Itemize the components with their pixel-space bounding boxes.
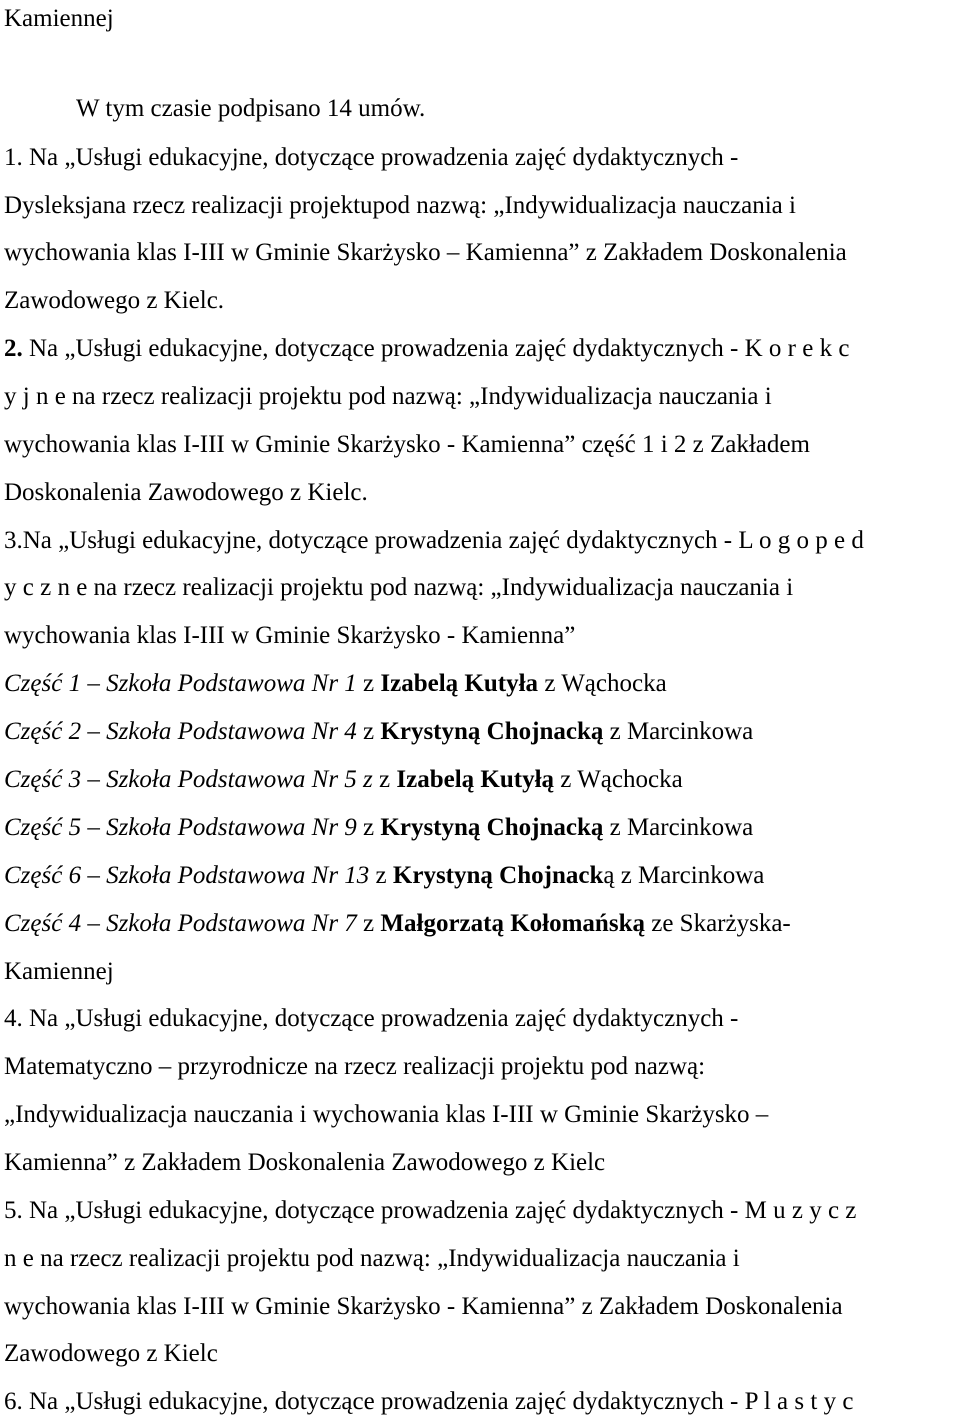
text-line: 6. Na „Usługi edukacyjne, dotyczące prowadzenia zajęć dydaktycznych - P l a s t y c: [4, 1388, 854, 1415]
text-run: z Wąchocka: [538, 670, 667, 697]
person-name: Krystyną Chojnacką: [380, 718, 604, 745]
text-line: wychowania klas I-III w Gminie Skarżysko - Kamienna”: [4, 622, 576, 649]
text-line: Kamienna” z Zakładem Doskonalenia Zawodowego z Kielc: [4, 1149, 606, 1176]
text-run: z: [372, 766, 397, 793]
text-line: „Indywidualizacja nauczania i wychowania klas I-III w Gminie Skarżysko –: [4, 1101, 769, 1128]
text-line: n e na rzecz realizacji projektu pod nazwą: „Indywidualizacja nauczania i: [4, 1245, 740, 1272]
part-label: Część 4 – Szkoła Podstawowa Nr 7: [4, 910, 357, 937]
text-run: z: [356, 670, 381, 697]
part-line: [4, 907, 791, 941]
text-line: Doskonalenia Zawodowego z Kielc.: [4, 479, 368, 506]
text-line: 3.Na „Usługi edukacyjne, dotyczące prowadzenia zajęć dydaktycznych - L o g o p e d: [4, 527, 864, 554]
person-name: Małgorzatą Kołomańską: [380, 910, 645, 937]
text-run: Na „Usługi edukacyjne, dotyczące prowadzenia zajęć dydaktycznych - K o r e k c: [22, 335, 850, 362]
text-run: z: [356, 718, 381, 745]
text-run: z: [369, 862, 393, 889]
text-line: Dysleksjana rzecz realizacji projektupod nazwą: „Indywidualizacja nauczania i: [4, 192, 796, 219]
part-line: [4, 811, 753, 845]
part-line: [4, 859, 764, 893]
text-line: wychowania klas I-III w Gminie Skarżysko - Kamienna” z Zakładem Doskonalenia: [4, 1293, 843, 1320]
text-line: wychowania klas I-III w Gminie Skarżysko - Kamienna” część 1 i 2 z Zakładem: [4, 431, 810, 458]
text-run: ze Skarżyska-: [644, 910, 791, 937]
part-line: [4, 763, 683, 797]
part-label: Część 3 – Szkoła Podstawowa Nr 5 z: [4, 766, 373, 793]
part-line: [4, 667, 667, 701]
text-line: W tym czasie podpisano 14 umów.: [76, 95, 426, 122]
text-line: 1. Na „Usługi edukacyjne, dotyczące prowadzenia zajęć dydaktycznych -: [4, 144, 739, 171]
text-line: Matematyczno – przyrodnicze na rzecz realizacji projektu pod nazwą:: [4, 1053, 706, 1080]
person-name: Krystyną Chojnacką: [380, 814, 604, 841]
list-number: 2.: [4, 335, 23, 362]
text-run: z Wąchocka: [554, 766, 683, 793]
text-run: z: [356, 814, 381, 841]
part-label: Część 5 – Szkoła Podstawowa Nr 9: [4, 814, 357, 841]
text-line: y j n e na rzecz realizacji projektu pod nazwą: „Indywidualizacja nauczania i: [4, 383, 772, 410]
text-line: Zawodowego z Kielc.: [4, 287, 225, 314]
text-line: Kamiennej: [4, 958, 114, 985]
text-line: 4. Na „Usługi edukacyjne, dotyczące prowadzenia zajęć dydaktycznych -: [4, 1005, 739, 1032]
text-line: Kamiennej: [4, 5, 114, 32]
part-label: Część 1 – Szkoła Podstawowa Nr 1: [4, 670, 357, 697]
text-line: 5. Na „Usługi edukacyjne, dotyczące prowadzenia zajęć dydaktycznych - M u z y c z: [4, 1197, 857, 1224]
person-name: Izabelą Kutyłą: [396, 766, 555, 793]
person-name: Izabelą Kutyła: [380, 670, 539, 697]
text-line: wychowania klas I-III w Gminie Skarżysko – Kamienna” z Zakładem Doskonalenia: [4, 239, 847, 266]
part-label: Część 2 – Szkoła Podstawowa Nr 4: [4, 718, 357, 745]
person-name: Krystyną Chojnack: [392, 862, 604, 889]
text-line: y c z n e na rzecz realizacji projektu pod nazwą: „Indywidualizacja nauczania i: [4, 574, 794, 601]
part-label: Część 6 – Szkoła Podstawowa Nr 13: [4, 862, 370, 889]
text-run: z Marcinkowa: [603, 814, 754, 841]
text-line: Zawodowego z Kielc: [4, 1340, 218, 1367]
part-line: [4, 715, 753, 749]
text-run: z: [356, 910, 381, 937]
text-run: ą z Marcinkowa: [603, 862, 765, 889]
text-line: [4, 332, 849, 366]
text-run: z Marcinkowa: [603, 718, 754, 745]
